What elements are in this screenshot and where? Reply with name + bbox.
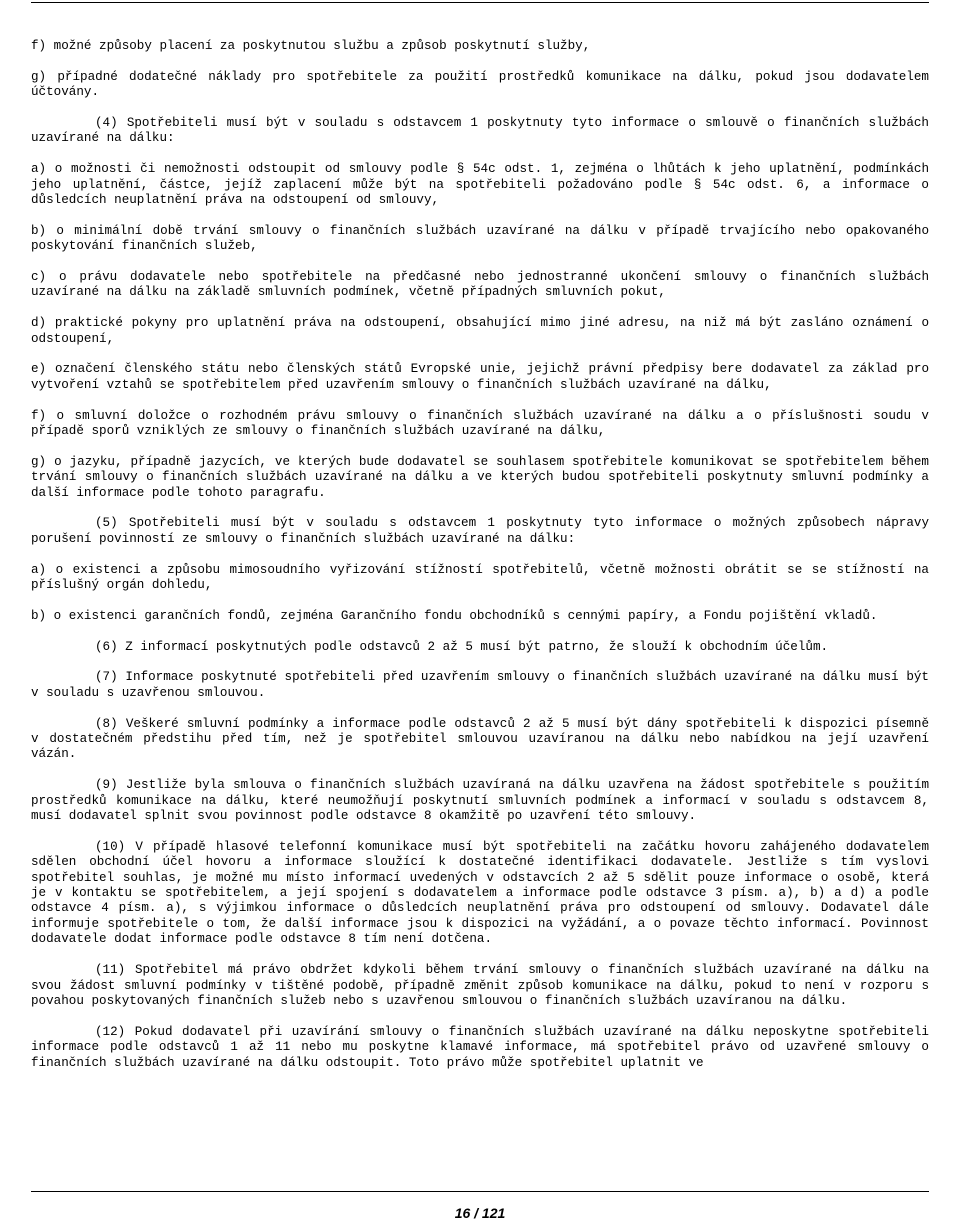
paragraph: (7) Informace poskytnuté spotřebiteli před uzavřením smlouvy o finančních službách uzavírané na dálku musí být v souladu s uzavřenou smlouvou.: [31, 670, 929, 700]
paragraph: f) o smluvní doložce o rozhodném právu smlouvy o finančních službách uzavírané na dálku a o příslušnosti soudu v případě sporů vzniklých ze smlouvy o finančních službách uzavírané na dálku,: [31, 408, 929, 439]
top-rule: [31, 2, 929, 3]
paragraph: f) možné způsoby placení za poskytnutou službu a způsob poskytnutí služby,: [31, 39, 591, 53]
paragraph: (4) Spotřebiteli musí být v souladu s odstavcem 1 poskytnuty tyto informace o smlouvě o finančních službách uzavírané na dálku:: [31, 116, 929, 146]
paragraph: a) o možnosti či nemožnosti odstoupit od smlouvy podle § 54c odst. 1, zejména o lhůtách k jeho uplatnění, podmínkách jeho uplatnění, částce, jejíž zaplacení může být na spotřebiteli požadováno podle § 54c odst. 6, a informace o důsledcích neuplatnění práva na odstoupení od smlouvy,: [31, 162, 929, 208]
paragraph: d) praktické pokyny pro uplatnění práva na odstoupení, obsahující mimo jiné adresu, na niž má být zasláno oznámení o odstoupení,: [31, 316, 929, 346]
paragraph: (10) V případě hlasové telefonní komunikace musí být spotřebiteli na začátku hovoru zahájeného dodavatelem sdělen obchodní účel hovoru a informace sloužící k dostatečné identifikaci dodavatele. Jestliže s tím vyslovi spotřebitel souhlas, je možné mu místo informací uvedených v odstavcích 2 až 5 sdělit pouze informace o osobě, která je v kontaktu se spotřebitelem, a její spojení s dodavatelem a informace podle odstavce 3 písm. a), b) a d) a podle odstavce 4 písm. a), s výjimkou informace o důsledcích neuplatnění práva pro odstoupení od smlouvy. Dodavatel dále informuje spotřebitele o tom, že další informace jsou k dispozici na vyžádání, a o povaze těchto informací. Povinnost dodavatele dodat informace podle odstavce 8 tím není dotčena.: [31, 839, 929, 947]
document-page: [31, 39, 929, 1086]
paragraph: g) případné dodatečné náklady pro spotřebitele za použití prostředků komunikace na dálku, pokud jsou dodavatelem účtovány.: [31, 69, 929, 100]
footer-rule: [31, 1191, 929, 1192]
paragraph: (9) Jestliže byla smlouva o finančních službách uzavíraná na dálku uzavřena na žádost spotřebitele s použitím prostředků komunikace na dálku, které neumožňují poskytnutí smluvních podmínek a informací v souladu s odstavcem 8, musí dodavatel splnit svou povinnost podle odstavce 8 okamžitě po uzavření této smlouvy.: [31, 778, 929, 824]
paragraph: b) o existenci garančních fondů, zejména Garančního fondu obchodníků s cennými papíry, a Fondu pojištění vkladů.: [31, 608, 878, 623]
paragraph: (5) Spotřebiteli musí být v souladu s odstavcem 1 poskytnuty tyto informace o možných způsobech nápravy porušení povinností ze smlouvy o finančních službách uzavírané na dálku:: [31, 516, 929, 546]
paragraph: e) označení členského státu nebo členských států Evropské unie, jejichž právní předpisy bere dodavatel za základ pro vytvoření vztahů se spotřebitelem před uzavřením smlouvy o finančních službách uzavírané na dálku,: [31, 362, 929, 392]
paragraph: (6) Z informací poskytnutých podle odstavců 2 až 5 musí být patrno, že slouží k obchodním účelům.: [95, 639, 829, 654]
paragraph: b) o minimální době trvání smlouvy o finančních službách uzavírané na dálku v případě trvajícího nebo opakovaného poskytování finančních služeb,: [31, 223, 929, 254]
paragraph: a) o existenci a způsobu mimosoudního vyřizování stížností spotřebitelů, včetně možnosti obrátit se se stížností na příslušný orgán dohledu,: [31, 562, 929, 593]
paragraph: (12) Pokud dodavatel při uzavírání smlouvy o finančních službách uzavírané na dálku neposkytne spotřebiteli informace podle odstavců 1 až 11 nebo mu poskytne klamavé informace, má spotřebitel právo od uzavřené smlouvy o finančních službách uzavírané na dálku odstoupit. Toto právo může spotřebitel uplatnit ve: [31, 1024, 929, 1070]
paragraph: (11) Spotřebitel má právo obdržet kdykoli během trvání smlouvy o finančních službách uzavírané na dálku na svou žádost smluvní podmínky v tištěné podobě, případně změnit způsob komunikace na dálku, pokud to není v rozporu s povahou poskytovaných finančních služeb nebo s uzavřenou smlouvou o finančních službách uzavíranou na dálku.: [31, 963, 929, 1008]
paragraph: (8) Veškeré smluvní podmínky a informace podle odstavců 2 až 5 musí být dány spotřebiteli k dispozici písemně v dostatečném předstihu před tím, než je spotřebitel smlouvou uzavíranou na dálku nebo nabídkou na její uzavření vázán.: [31, 716, 929, 762]
paragraph: c) o právu dodavatele nebo spotřebitele na předčasné nebo jednostranné ukončení smlouvy o finančních službách uzavírané na dálku na základě smluvních podmínek, včetně případných smluvních pokut,: [31, 270, 929, 300]
paragraph: g) o jazyku, případně jazycích, ve kterých bude dodavatel se souhlasem spotřebitele komunikovat se spotřebitelem během trvání smlouvy o finančních službách uzavírané na dálku a ve kterých budou spotřebiteli poskytnuty smluvní podmínky a další informace podle tohoto paragrafu.: [31, 454, 929, 500]
page-number: 16 / 121: [454, 1205, 506, 1221]
